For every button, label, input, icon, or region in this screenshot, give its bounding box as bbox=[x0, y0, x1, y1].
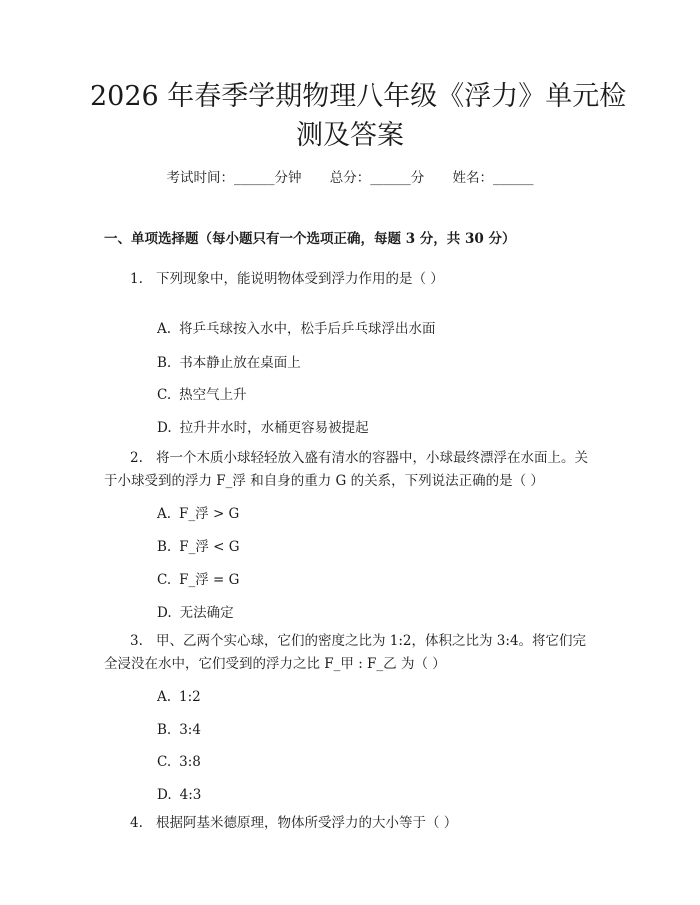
question-3 bbox=[104, 630, 604, 676]
question-text-line-2: 于小球受到的浮力 F_浮 和自身的重力 G 的关系，下列说法正确的是（ ） bbox=[104, 473, 544, 489]
exam-time-field: 考试时间：______分钟 bbox=[166, 170, 302, 186]
total-score-field: 总分：______分 bbox=[329, 170, 425, 186]
question-3-option-d bbox=[157, 785, 201, 805]
question-number: 4. bbox=[130, 815, 143, 831]
option-label: A. bbox=[157, 321, 172, 337]
question-1-option-d bbox=[157, 418, 369, 438]
question-text-line-1: 甲、乙两个实心球，它们的密度之比为 1:2，体积之比为 3:4。将它们完 bbox=[156, 633, 587, 649]
option-label: A. bbox=[157, 689, 172, 705]
document-title-line-2: 测及答案 bbox=[296, 120, 404, 151]
option-text: F_浮 = G bbox=[179, 572, 240, 588]
question-1-option-a bbox=[157, 319, 436, 339]
option-label: C. bbox=[157, 387, 172, 403]
option-label: B. bbox=[157, 355, 172, 371]
option-text: 书本静止放在桌面上 bbox=[179, 355, 301, 371]
question-2-option-d bbox=[157, 603, 234, 623]
student-name-field: 姓名：______ bbox=[452, 170, 534, 186]
option-label: D. bbox=[157, 420, 172, 436]
question-text: 根据阿基米德原理，物体所受浮力的大小等于（ ） bbox=[156, 815, 458, 831]
option-text: 无法确定 bbox=[179, 605, 234, 621]
option-label: B. bbox=[157, 722, 172, 738]
option-text: 热空气上升 bbox=[179, 387, 247, 403]
question-3-option-c bbox=[157, 752, 201, 772]
option-text: 1:2 bbox=[179, 689, 201, 705]
question-2-option-a bbox=[157, 504, 239, 524]
question-1 bbox=[104, 268, 604, 291]
option-label: C. bbox=[157, 572, 172, 588]
option-label: A. bbox=[157, 506, 172, 522]
question-text-line-1: 将一个木质小球轻轻放入盛有清水的容器中，小球最终漂浮在水面上。关 bbox=[156, 450, 588, 466]
question-2-option-c bbox=[157, 570, 239, 590]
option-label: C. bbox=[157, 754, 172, 770]
question-number: 2. bbox=[130, 450, 143, 466]
document-title-line-1: 2026 年春季学期物理八年级《浮力》单元检 bbox=[90, 81, 627, 112]
question-3-option-b bbox=[157, 720, 201, 740]
option-text: 4:3 bbox=[179, 787, 202, 803]
question-text: 下列现象中，能说明物体受到浮力作用的是（ ） bbox=[156, 271, 444, 287]
option-text: 3:4 bbox=[179, 722, 201, 738]
option-text: F_浮 < G bbox=[179, 539, 240, 555]
exam-meta-row bbox=[0, 168, 700, 188]
option-text: 拉升井水时，水桶更容易被提起 bbox=[179, 420, 369, 436]
option-text: 将乒乓球按入水中，松手后乒乓球浮出水面 bbox=[179, 321, 436, 337]
option-text: F_浮 > G bbox=[179, 506, 240, 522]
question-1-option-c bbox=[157, 385, 247, 405]
option-label: D. bbox=[157, 605, 172, 621]
question-1-option-b bbox=[157, 353, 301, 373]
section-heading-single-choice: 一、单项选择题（每小题只有一个选项正确，每题 3 分，共 30 分） bbox=[104, 231, 516, 247]
question-text-line-2: 全浸没在水中，它们受到的浮力之比 F_甲 : F_乙 为（ ） bbox=[104, 656, 446, 672]
question-2-option-b bbox=[157, 537, 240, 557]
option-label: D. bbox=[157, 787, 172, 803]
question-number: 3. bbox=[130, 633, 143, 649]
question-2 bbox=[104, 447, 604, 493]
question-3-option-a bbox=[157, 687, 201, 707]
question-number: 1. bbox=[130, 271, 143, 287]
option-text: 3:8 bbox=[179, 754, 201, 770]
option-label: B. bbox=[157, 539, 172, 555]
question-4 bbox=[104, 812, 604, 835]
